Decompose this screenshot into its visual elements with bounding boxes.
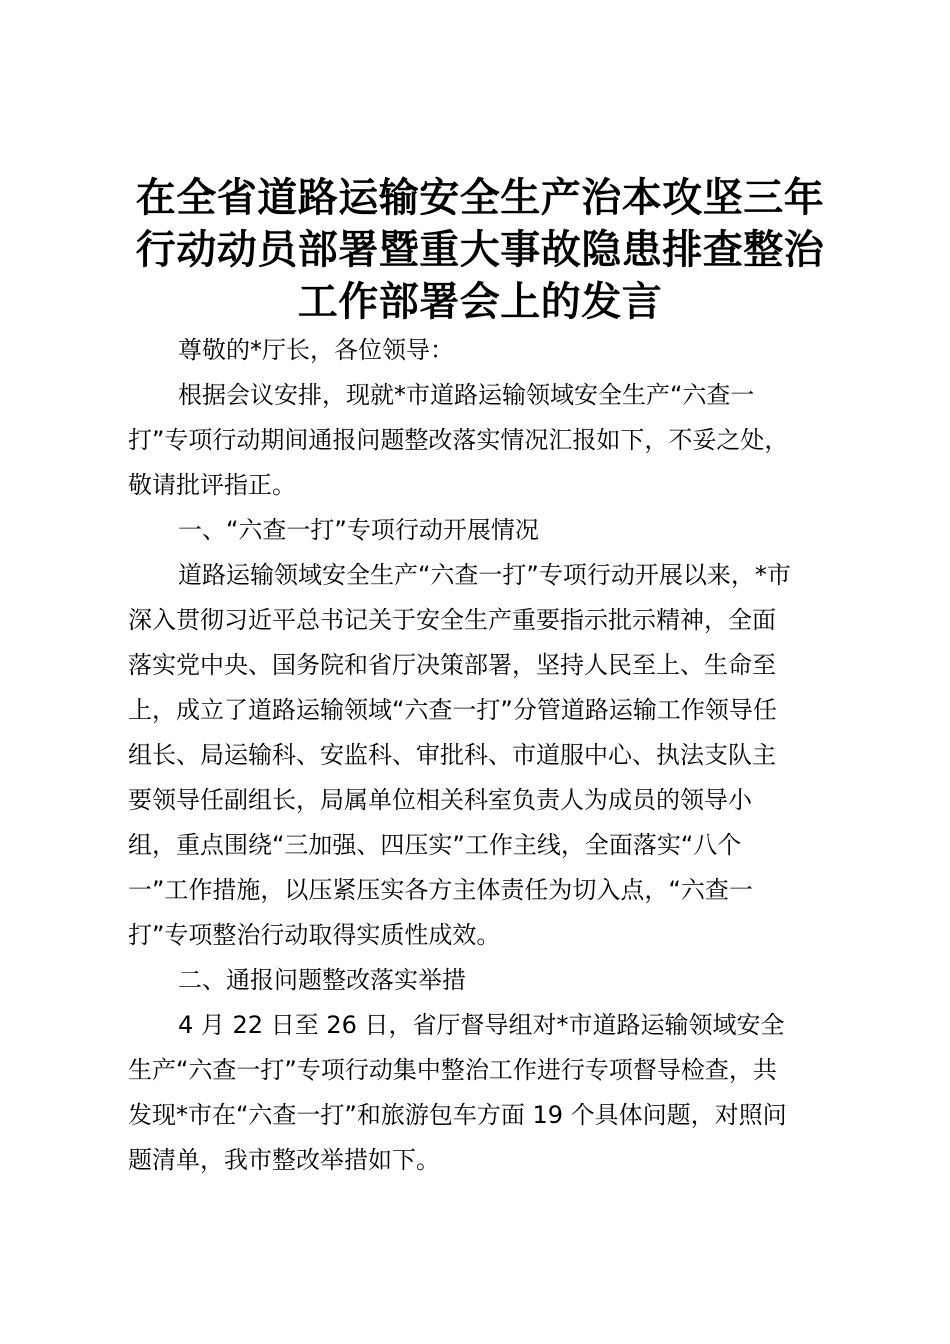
paragraph-line: 上，成立了道路运输领域“六查一打”分管道路运输工作领导任 [128, 696, 777, 724]
salutation: 尊敬的*厅长，各位领导： [178, 336, 454, 364]
paragraph-line: 敬请批评指正。 [128, 471, 296, 499]
paragraph-line: 落实党中央、国务院和省厅决策部署，坚持人民至上、生命至 [128, 651, 776, 679]
paragraph-line: 生产“六查一打”专项行动集中整治工作进行专项督导检查，共 [128, 1056, 777, 1084]
paragraph-line: 组，重点围绕“三加强、四压实”工作主线，全面落实“八个 [128, 831, 742, 859]
document-title [110, 172, 850, 328]
paragraph-section-1 [128, 553, 834, 958]
paragraph-line: 组长、局运输科、安监科、审批科、市道服中心、执法支队主 [128, 741, 776, 769]
paragraph-line: 根据会议安排，现就*市道路运输领域安全生产“六查一 [178, 381, 755, 409]
title-line: 在全省道路运输安全生产治本攻坚三年 [135, 175, 825, 221]
paragraph-intro [128, 373, 834, 508]
paragraph-line: 道路运输领域安全生产“六查一打”专项行动开展以来，*市 [178, 561, 791, 589]
document-body [128, 328, 834, 1183]
paragraph-line: 深入贯彻习近平总书记关于安全生产重要指示批示精神，全面 [128, 606, 776, 634]
paragraph-line: 一”工作措施，以压紧压实各方主体责任为切入点，“六查一 [128, 876, 753, 904]
paragraph-line: 4 月 22 日至 26 日，省厅督导组对*市道路运输领域安全 [178, 1011, 785, 1039]
section-heading: 一、“六查一打”专项行动开展情况 [178, 516, 539, 544]
section-heading-2 [128, 958, 834, 1003]
section-heading: 二、通报问题整改落实举措 [178, 966, 466, 994]
paragraph-line: 要领导任副组长，局属单位相关科室负责人为成员的领导小 [128, 786, 752, 814]
section-heading-1 [128, 508, 834, 553]
paragraph-line: 题清单，我市整改举措如下。 [128, 1146, 440, 1174]
title-line: 工作部署会上的发言 [297, 279, 663, 325]
paragraph-line: 打”专项整治行动取得实质性成效。 [128, 921, 501, 949]
title-line: 行动动员部署暨重大事故隐患排查整治 [135, 227, 825, 273]
paragraph-line: 打”专项行动期间通报问题整改落实情况汇报如下，不妥之处， [128, 426, 789, 454]
paragraph-line: 发现*市在“六查一打”和旅游包车方面 19 个具体问题，对照问 [128, 1101, 787, 1129]
paragraph-section-2 [128, 1003, 834, 1183]
